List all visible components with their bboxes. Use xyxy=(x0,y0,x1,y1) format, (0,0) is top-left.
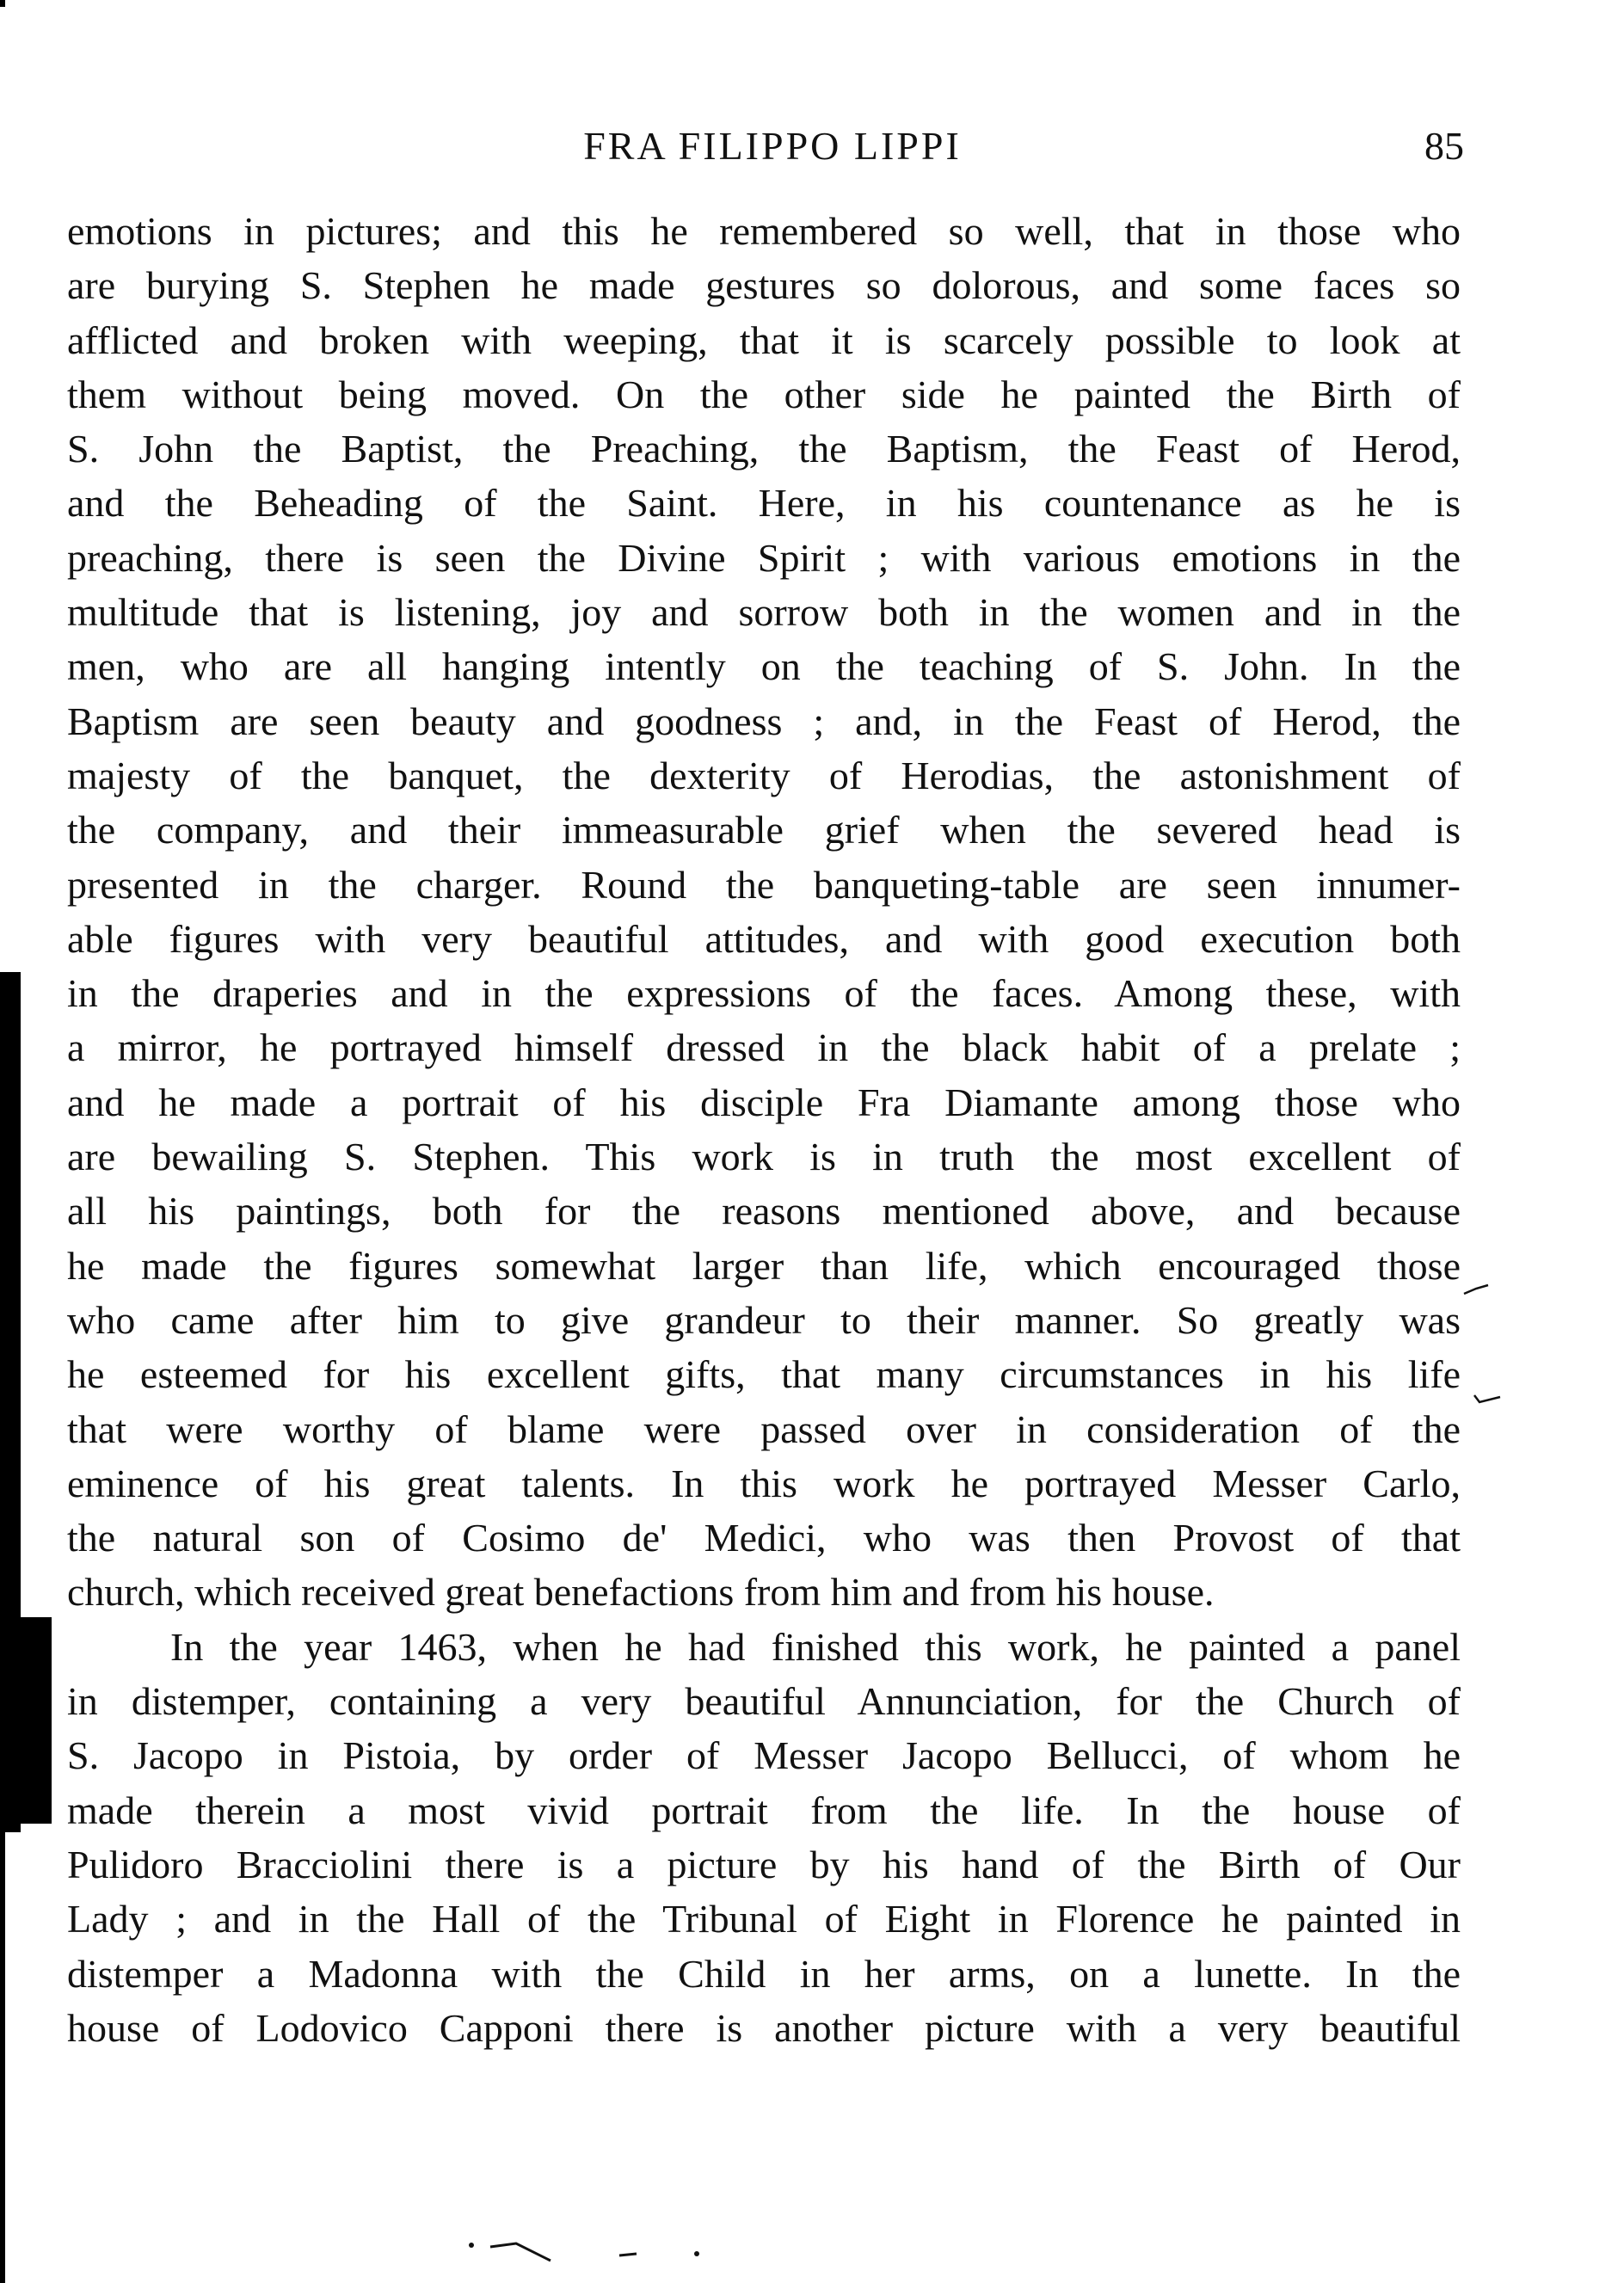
text-line: the company, and their immeasurable grief when the severed head is xyxy=(67,808,1461,852)
text-line-paragraph-end: church, which received great benefactions from him and from his house. xyxy=(67,1570,1215,1615)
text-line: eminence of his great talents. In this work he portrayed Messer Carlo, xyxy=(67,1461,1461,1505)
text-line: able figures with very beautiful attitudes, and with good execution both xyxy=(67,916,1461,961)
text-line: S. John the Baptist, the Preaching, the Baptism, the Feast of Herod, xyxy=(67,427,1461,471)
scan-corner-mark xyxy=(0,0,5,7)
running-head xyxy=(67,120,1478,172)
text-line: majesty of the banquet, the dexterity of Herodias, the astonishment of xyxy=(67,753,1461,797)
text-line: the natural son of Cosimo de' Medici, who was then Provost of that xyxy=(67,1516,1461,1560)
margin-check-mark xyxy=(1473,1394,1502,1406)
text-line: emotions in pictures; and this he remembered so well, that in those who xyxy=(67,209,1461,253)
text-line: multitude that is listening, joy and sorrow both in the women and in the xyxy=(67,590,1461,635)
text-line: a mirror, he portrayed himself dressed in the black habit of a prelate ; xyxy=(67,1025,1461,1070)
text-line: Baptism are seen beauty and goodness ; and, in the Feast of Herod, the xyxy=(67,698,1461,743)
text-line: men, who are all hanging intently on the teaching of S. John. In the xyxy=(67,644,1461,689)
text-line: in the draperies and in the expressions of the faces. Among these, with xyxy=(67,971,1461,1016)
text-line: afflicted and broken with weeping, that it is scarcely possible to look at xyxy=(67,317,1461,362)
text-line: preaching, there is seen the Divine Spirit ; with various emotions in the xyxy=(67,535,1461,580)
stray-ink-marks xyxy=(456,2237,731,2271)
text-line: them without being moved. On the other side he painted the Birth of xyxy=(67,372,1461,416)
binding-edge-line xyxy=(0,1824,5,2283)
text-line: he made the figures somewhat larger than life, which encouraged those xyxy=(67,1243,1461,1288)
text-line: that were worthy of blame were passed over in consideration of the xyxy=(67,1406,1461,1451)
text-line-paragraph-start: In the year 1463, when he had finished this work, he painted a panel xyxy=(170,1624,1461,1669)
margin-check-mark xyxy=(1462,1283,1492,1295)
text-line: presented in the charger. Round the banqueting-table are seen innumer- xyxy=(67,862,1461,907)
page-number: 85 xyxy=(1424,124,1464,168)
text-line: distemper a Madonna with the Child in her arms, on a lunette. In the xyxy=(67,1951,1461,1996)
text-line: he esteemed for his excellent gifts, that many circumstances in his life xyxy=(67,1352,1461,1397)
text-line: Lady ; and in the Hall of the Tribunal of Eight in Florence he painted in xyxy=(67,1897,1461,1941)
text-line: house of Lodovico Capponi there is another picture with a very beautiful xyxy=(67,2005,1461,2050)
running-title: FRA FILIPPO LIPPI xyxy=(583,124,962,168)
text-line: are bewailing S. Stephen. This work is in truth the most excellent of xyxy=(67,1135,1461,1179)
text-line: are burying S. Stephen he made gestures so dolorous, and some faces so xyxy=(67,263,1461,308)
body-text xyxy=(67,204,1461,2055)
text-line: who came after him to give grandeur to their manner. So greatly was xyxy=(67,1297,1461,1342)
binding-shadow-dark xyxy=(0,1617,52,1824)
text-line: in distemper, containing a very beautiful Annunciation, for the Church of xyxy=(67,1679,1461,1724)
text-line: Pulidoro Bracciolini there is a picture by his hand of the Birth of Our xyxy=(67,1842,1461,1886)
text-line: and he made a portrait of his disciple Fra Diamante among those who xyxy=(67,1080,1461,1124)
text-line: made therein a most vivid portrait from the life. In the house of xyxy=(67,1788,1461,1832)
text-line: all his paintings, both for the reasons mentioned above, and because xyxy=(67,1189,1461,1234)
text-line: S. Jacopo in Pistoia, by order of Messer Jacopo Bellucci, of whom he xyxy=(67,1733,1461,1778)
text-line: and the Beheading of the Saint. Here, in his countenance as he is xyxy=(67,481,1461,526)
